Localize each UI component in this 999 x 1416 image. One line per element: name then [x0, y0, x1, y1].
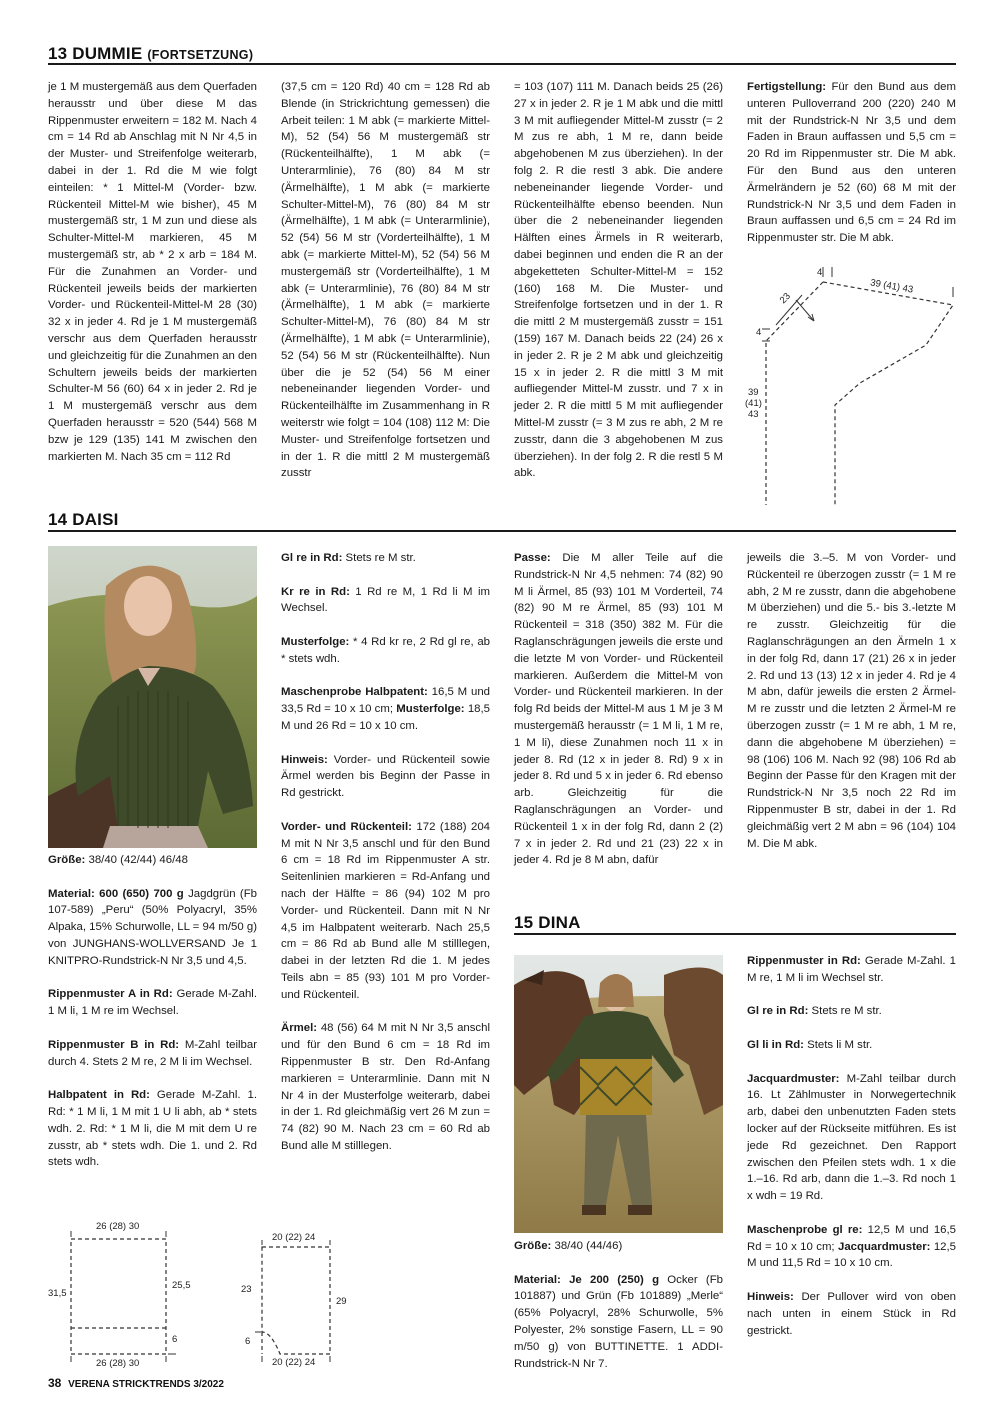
dina-material: Ocker (Fb 101887) und Grün (Fb 101889) „Merle“ (65% Polyacryl, 28% Schurwolle, 5% Polyester, 2% sonstige Fasern, LL = 90 m/50 g) von BUTTINETTE. 1 ADDI-Rundstrick-N Nr 7. [514, 1273, 723, 1370]
dina-rip-label: Rippenmuster in Rd: [747, 955, 861, 967]
daisi-sleeve-left-label: 23 [241, 1284, 252, 1295]
magazine-name: VERENA STRICKTRENDS 3/2022 [68, 1379, 224, 1390]
section-13-col-4 [747, 79, 956, 247]
daisi-sleeve-six-label: 6 [245, 1336, 251, 1347]
daisi-size-label: Größe: [48, 854, 86, 866]
dina-jac: M-Zahl teilbar durch 16. Lt Zählmuster in Norwegertechnik arb, dabei den unbenutzten Faden stets locker auf der Rückseite mitführen. Es ist jede Rd gezeichnet. Den Rapport zwischen den Pfeilen stets wdh. 1 x die 1.–16. Rd arb, dann die 1.–3. Rd noch 1 x wdh = 19 Rd. [747, 1072, 956, 1203]
dina-glli: Stets li M str. [803, 1038, 873, 1051]
section-14-title [48, 510, 119, 530]
section-14-rule [48, 530, 956, 532]
daisi-size: 38/40 (42/44) 46/48 [85, 854, 188, 866]
daisi-sleeve-right-label: 29 [336, 1296, 347, 1307]
daisi-body-schematic [44, 1218, 204, 1373]
dummie-schematic [740, 255, 956, 505]
daisi-ripB: M-Zahl teilbar durch 4. Stets 2 M re, 2 M li im Wechsel. [48, 1038, 258, 1068]
dina-mp: 12,5 M und 16,5 Rd = 10 x 10 cm; [747, 1223, 956, 1253]
daisi-vr-label: Vorder- und Rückenteil: [281, 820, 412, 833]
daisi-gl: Stets re M str. [342, 552, 416, 564]
daisi-sleeve-schematic [235, 1222, 365, 1372]
dummie-outline-right [823, 282, 953, 505]
daisi-kr: 1 Rd re M, 1 Rd li M im Wechsel. [281, 585, 490, 615]
page-number: 38 [48, 1376, 62, 1390]
section-13-col-3-text: = 103 (107) 111 M. Danach beids 25 (26) 27 x in jeder 2. R je 1 M abk und die mittl 3 M mit aufliegender Mittel-M zusstr (= 2 M zus re abh, 1 M re, dann beide abgehobenen M zus überziehen). In der folg 2. R die restl 3 abk. Die andere nebeneinander liegende Vorder- und Rückenteilhälfte ebenso beenden. Nun über die 2 nebeneinander liegenden Hälften eines Ärmels in R weiterarb, dabei beginnen und enden die R an der abgeketteten Schulter-Mittel-M = 152 (160) 168 M. Die Muster- und Streifenfolge fortsetzen und in der 1. R die mittl 2 M mustergemäß zusstr = 151 (159) 167 M. Danach beids 22 (24) 26 x in jeder 2. R je 2 M abk und gleichzeitig 15 x in jeder 2. R die mittl 3 M mit aufliegender Mittel-M zusstr. und 7 x in jeder 2. R die mittl 5 M mit aufliegender Mittel-M zusstr (= 3 M zus re abh, 2 M re zusstr, dann die 3 abgehobenen M zus überziehen). In der folg 2. R die restl 5 M abk. [514, 81, 723, 480]
dina-mp2: 12,5 M und 11,5 Rd = 10 x 10 cm. [747, 1240, 956, 1270]
dummie-label-39: 39 [748, 387, 759, 398]
daisi-gl-label: Gl re in Rd: [281, 552, 343, 564]
daisi-hw: Vorder- und Rückenteil sowie Ärmel werden bis Beginn der Passe in Rd gestrickt. [281, 753, 490, 800]
dina-material-label: Material: Je 200 (250) g [514, 1273, 660, 1286]
daisi-body-left-label: 31,5 [48, 1288, 67, 1299]
dina-size-label: Größe: [514, 1240, 552, 1252]
section-13-title-text: 13 DUMMIE [48, 44, 143, 63]
dina-jac-label: Jacquardmuster: [747, 1072, 840, 1085]
daisi-body-top-label: 26 (28) 30 [96, 1221, 140, 1232]
daisi-mf-label: Musterfolge: [281, 635, 350, 648]
daisi-kr-label: Kr re in Rd: [281, 585, 350, 598]
daisi-mp2: 18,5 M und 26 Rd = 10 x 10 cm. [281, 703, 490, 732]
dummie-schematic-svg [740, 255, 956, 505]
section-14-col-4 [747, 550, 956, 852]
dina-glli-label: Gl li in Rd: [747, 1038, 804, 1051]
daisi-mp-label: Maschenprobe Halbpatent: [281, 686, 428, 699]
section-13-col-1 [48, 79, 257, 465]
section-13-rule [48, 63, 956, 65]
section-13-title [48, 44, 253, 64]
dummie-label-4-left: 4 [756, 327, 762, 338]
dina-mp-label: Maschenprobe gl re: [747, 1223, 863, 1236]
dummie-label-23: 23 [777, 290, 793, 307]
daisi-body-schematic-svg [44, 1218, 204, 1373]
section-15-title-text: 15 DINA [514, 913, 581, 932]
dina-size: 38/40 (44/46) [551, 1240, 623, 1252]
daisi-mp2-label: Musterfolge: [396, 703, 465, 716]
page-footer [48, 1376, 224, 1390]
daisi-ae-label: Ärmel: [281, 1022, 318, 1035]
daisi-halb: Gerade M-Zahl. 1. Rd: * 1 M li, 1 M mit 1 U li abh, ab * stets wdh. 2. Rd: * 1 M li, die M mit dem U re zusstr, ab * stets wdh. Die 1. und 2. Rd stets wdh. [48, 1089, 257, 1169]
daisi-mf: * 4 Rd kr re, 2 Rd gl re, ab * stets wdh. [281, 635, 490, 665]
daisi-vr: 172 (188) 204 M mit N Nr 3,5 anschl und für den Bund 6 cm = 18 Rd im Rippenmuster A str. Seitenlinien markieren = Rd-Anfang und nach der Hälfte = 86 (94) 102 M pro Vorder- und Rückenteil. Dann mit N Nr 4,5 im Halbpatent weiterarb. Nach 25,5 cm = 86 Rd ab Bund alle M stilllegen, dabei in der letzten Rd die 1. M jedes Teils abn = 85 (93) 101 M pro Vorder- und Rückenteil. [281, 820, 490, 1001]
dummie-label-39-41-43: 39 (41) 43 [869, 277, 914, 296]
dina-glre-label: Gl re in Rd: [747, 1005, 809, 1018]
daisi-ripB-label: Rippenmuster B in Rd: [48, 1038, 180, 1051]
daisi-material-label: Material: 600 (650) 700 g [48, 887, 184, 900]
dina-hw-label: Hinweis: [747, 1290, 794, 1303]
daisi-photo-svg [48, 546, 257, 848]
section-14-col-1 [48, 852, 257, 1171]
dina-photo [514, 955, 723, 1233]
daisi-material: Jagdgrün (Fb 107-589) „Peru“ (50% Polyacryl, 35% Alpaka, 15% Schurwolle, LL = 94 m/50 g) von JUNGHANS-WOLLVERSAND Je 1 KNITPRO-Rundstrick-N Nr 3,5 und 4,5. [48, 887, 258, 967]
daisi-mp: 16,5 M und 33,5 Rd = 10 x 10 cm; [281, 686, 490, 716]
section-14-col-3 [514, 550, 723, 869]
dina-hw: Der Pullover wird von oben nach unten in einem Stück in Rd gestrickt. [747, 1290, 956, 1337]
section-13-subtitle: (FORTSETZUNG) [147, 48, 254, 62]
daisi-ripA: Gerade M-Zahl. 1 M li, 1 M re im Wechsel. [48, 988, 257, 1018]
section-15-rule [514, 933, 956, 935]
daisi-sleeve-bottom-label: 20 (22) 24 [272, 1357, 316, 1368]
finishing-text: Für den Bund aus dem unteren Pulloverrand 200 (220) 240 M mit der Rundstrick-N Nr 3,5 und dem Faden in Braun auffassen und 5,5 cm = 20 Rd im Rippenmuster str. Die M abk. Für den Bund aus den unteren Ärmelrändern je 52 (60) 68 M mit der Rundstrick-N Nr 3,5 und dem Faden in Braun auffassen und 6,5 cm = 24 Rd im Rippenmuster str. Die M abk. [747, 81, 956, 245]
section-15-title [514, 913, 581, 933]
dummie-label-43: 43 [748, 409, 759, 420]
daisi-body-bottom-label: 26 (28) 30 [96, 1358, 140, 1369]
dummie-label-4-top: 4 [817, 267, 823, 278]
section-13-col-3 [514, 79, 723, 482]
daisi-passe-label: Passe: [514, 552, 551, 564]
dina-rip: Gerade M-Zahl. 1 M re, 1 M li im Wechsel str. [747, 955, 956, 984]
section-15-col-3 [514, 1238, 723, 1372]
daisi-sleeve-top-label: 20 (22) 24 [272, 1232, 316, 1243]
section-14-title-text: 14 DAISI [48, 510, 119, 529]
finishing-label: Fertigstellung: [747, 81, 827, 93]
daisi-body-six-label: 6 [172, 1334, 178, 1345]
daisi-body-right-label: 25,5 [172, 1280, 191, 1291]
daisi-ripA-label: Rippenmuster A in Rd: [48, 988, 173, 1001]
dummie-label-41: (41) [745, 398, 762, 409]
dina-photo-svg [514, 955, 723, 1233]
daisi-halb-label: Halbpatent in Rd: [48, 1089, 150, 1102]
daisi-passe: Die M aller Teile auf die Rundstrick-N Nr 4,5 nehmen: 74 (82) 90 M li Ärmel, 85 (93) 101 M Vorderteil, 74 (82) 90 M re Ärmel, 85 (93) 101 M Rückenteil = 318 (350) 382 M. Für die Raglanschrägungen jeweils die erste und die letzte M von Vorder- und Rückenteil markieren. Außerdem die Mittel-M von Vorder- und Rückenteil markieren. In der folg Rd beids der Mittel-M aus 1 M je 3 M mustergemäß herausstr (= 1 M li, 1 M re, 1 M li), diese Zunahmen noch 11 x in jeder 8. Rd (12 x in jeder 8. Rd) 9 x in jeder 8. Rd und 5 x in jeder 6. Rd ebenso arb. Gleichzeitig für die Raglanschrägungen an Vorder- und Rückenteil 1 x in der folg Rd, dann 2 (2) 7 x in jeder 2. Rd und 21 (23) 22 x in jeder 4. Rd je 8 M abn, dafür [514, 552, 723, 867]
section-15-col-4 [747, 953, 956, 1339]
dina-glre: Stets re M str. [808, 1005, 882, 1018]
daisi-photo [48, 546, 257, 848]
section-13-col-1-text: je 1 M mustergemäß aus dem Querfaden herausstr und über diese M das Rippenmuster erweitern = 182 M. Nach 4 cm = 14 Rd ab Anschlag mit N Nr 4,5 in der Muster- und Streifenfolge weiterarb, dabei in der 1. Rd die M wie folgt einteilen: * 1 Mittel-M (Vorder- bzw. Rückenteil Mittel-M wie bisher), 45 M mustergemäß str, 1 M zun und diese als Schulter-Mittel-M markieren, 45 M mustergemäß str, ab * 2 x arb = 184 M. Für die Zunahmen an Vorder- und Rückenteil jeweils beids der markierten Vorder- und Rückenteil-Mittel-M 28 (30) 32 x in jeder 4. Rd je 1 M mustergemäß verschr aus dem Querfaden herausstr und gleichzeitig für die Zunahmen an den Schultern jeweils beids der markierten Schulter-M 56 (60) 64 x in jeder 2. Rd je 1 M mustergemäß verschr aus dem Querfaden herausstr = 520 (544) 568 M bzw je 129 (135) 141 M zwischen den markierten M. Nach 35 cm = 112 Rd [48, 81, 257, 463]
section-13-col-2 [281, 79, 490, 482]
section-13-col-2-text: (37,5 cm = 120 Rd) 40 cm = 128 Rd ab Blende (in Strickrichtung gemessen) die Arbeit teilen: 1 M abk (= markierte Mittel-M), 52 (54) 56 M mustergemäß str (Rückenteilhälfte), 1 M abk (= Unterarmlinie), 76 (80) 84 M str (Ärmelhälfte), 1 M abk (= markierte Schulter-Mittel-M), 76 (80) 84 M str (Ärmelhälfte), 1 M abk (= Unterarmlinie), 52 (54) 56 M str (Vorderteilhälfte), 1 M abk (= markierte Mittel-M), 52 (54) 56 M mustergemäß str (Vorderteilhälfte), 1 M abk (= Unterarmlinie), 76 (80) 84 M str (Ärmelhälfte), 1 M abk (= markierte Schulter-Mittel-M), 76 (80) 84 M str (Ärmelhälfte), 1 M abk (= Unterarmlinie), 52 (54) 56 M str (Rückenteilhälfte). Nun über die je 52 (54) 56 M einer nebeneinander liegenden Vorder- und Rückenteilhälfte im Zusammenhang in R weiterstr wie folgt = 104 (108) 112 M: Die Muster- und Streifenfolge fortsetzen und in der 1. R die mittl 2 M mustergemäß zusstr [281, 81, 490, 480]
dummie-outline-left [766, 282, 823, 505]
daisi-hw-label: Hinweis: [281, 753, 328, 766]
section-14-col-2 [281, 550, 490, 1155]
daisi-col-4-text: jeweils die 3.–5. M von Vorder- und Rückenteil re überzogen zusstr (= 1 M re abh, 2 M re zusstr, dann die abgehobene M überziehen) und die 5.- bis 3.-letzte M re zusstr. Gleichzeitig für die Raglanschrägungen an den Ärmeln 1 x in der folg Rd, dann 17 (21) 26 x in jeder 2. Rd und 13 (13) 12 x in jeder 4. Rd je 4 M abn, dafür jeweils die ersten 2 Ärmel-M re zusstr und die letzten 2 Ärmel-M re überzogen zusstr (= 1 M re abh, 1 M re, dann die abgehobene M überziehen) = 98 (106) 106 M. Nach 92 (98) 106 Rd ab Beginn der Passe für den Kragen mit der Rundstrick-N Nr 3,5 noch 22 Rd im Rippenmuster B str, dabei in der 1. Rd gleichmäßig vert 2 M abn = 96 (104) 104 M. Die M abk. [747, 552, 956, 850]
daisi-ae: 48 (56) 64 M mit N Nr 3,5 anschl und für den Bund 6 cm = 18 Rd im Rippenmuster B str. Den Rd-Anfang markieren = Unterarmlinie. Dann mit N Nr 4 in der Musterfolge weiterarb, dabei in der 1. Rd gleichmäßig vert 26 M zun = 74 (82) 90 M. Nach 23 cm = 60 Rd ab Bund alle M stilllegen. [281, 1022, 490, 1152]
dina-mp2-label: Jacquardmuster: [838, 1240, 931, 1253]
